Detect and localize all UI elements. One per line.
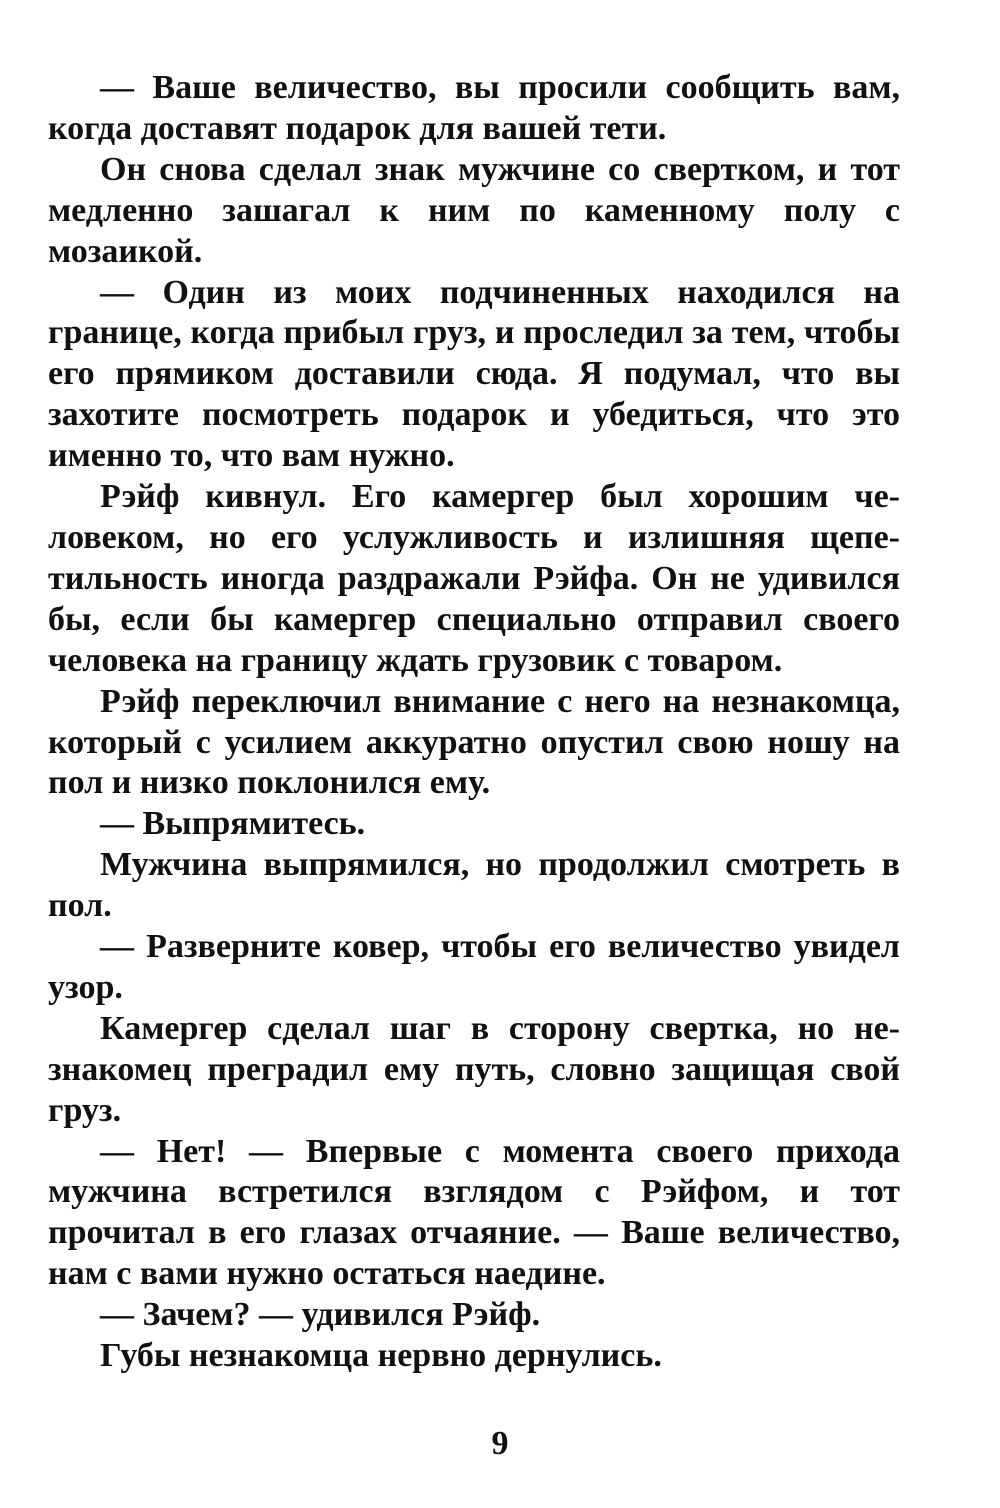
paragraph-10: — Нет! — Впервые с момента своего прихода мужчина встретился взглядом с Рэйфом, и тот прочитал в его глазах отчаяние. — Ваше величество, нам с вами нужно остаться наедине. — [48, 1132, 900, 1293]
paragraph-2: Он снова сделал знак мужчине со свертком, и тот медленно зашагал к ним по каменному полу с мозаикой. — [48, 150, 900, 270]
paragraph-11: — Зачем? — удивился Рэйф. — [100, 1296, 541, 1334]
paragraph-7: Мужчина выпрямился, но продолжил смотреть в пол. — [48, 846, 900, 925]
paragraph-9: Камергер сделал шаг в сторону свертка, но незнакомец преградил ему путь, словно защищая свой груз. — [48, 1009, 900, 1129]
page-text — [48, 68, 900, 1377]
paragraph-4: Рэйф кивнул. Его камергер был хорошим человеком, но его услужливость и излишняя щепетильность иногда раздражали Рэйфа. Он не удивился бы, если бы камергер специально отправил своего человека на границу ждать грузовик с товаром. — [48, 478, 900, 679]
paragraph-5: Рэйф переключил внимание с него на незнакомца, который с усилием аккуратно опустил свою ношу на пол и низко поклонился ему. — [48, 682, 900, 802]
paragraph-6: — Выпрямитесь. — [100, 805, 366, 843]
paragraph-3: — Один из моих подчиненных находился на границе, когда прибыл груз, и проследил за тем, чтобы его прямиком доставили сюда. Я подумал, что вы захотите посмотреть подарок и убедиться, что это именно то, что вам нужно. — [48, 273, 900, 475]
page-number: 9 — [491, 1425, 509, 1462]
paragraph-8: — Разверните ковер, чтобы его величество увидел узор. — [48, 928, 900, 1006]
paragraph-12: Губы незнакомца нервно дернулись. — [100, 1337, 662, 1375]
paragraph-1: — Ваше величество, вы просили сообщить вам, когда доставят подарок для вашей тети. — [48, 69, 900, 147]
